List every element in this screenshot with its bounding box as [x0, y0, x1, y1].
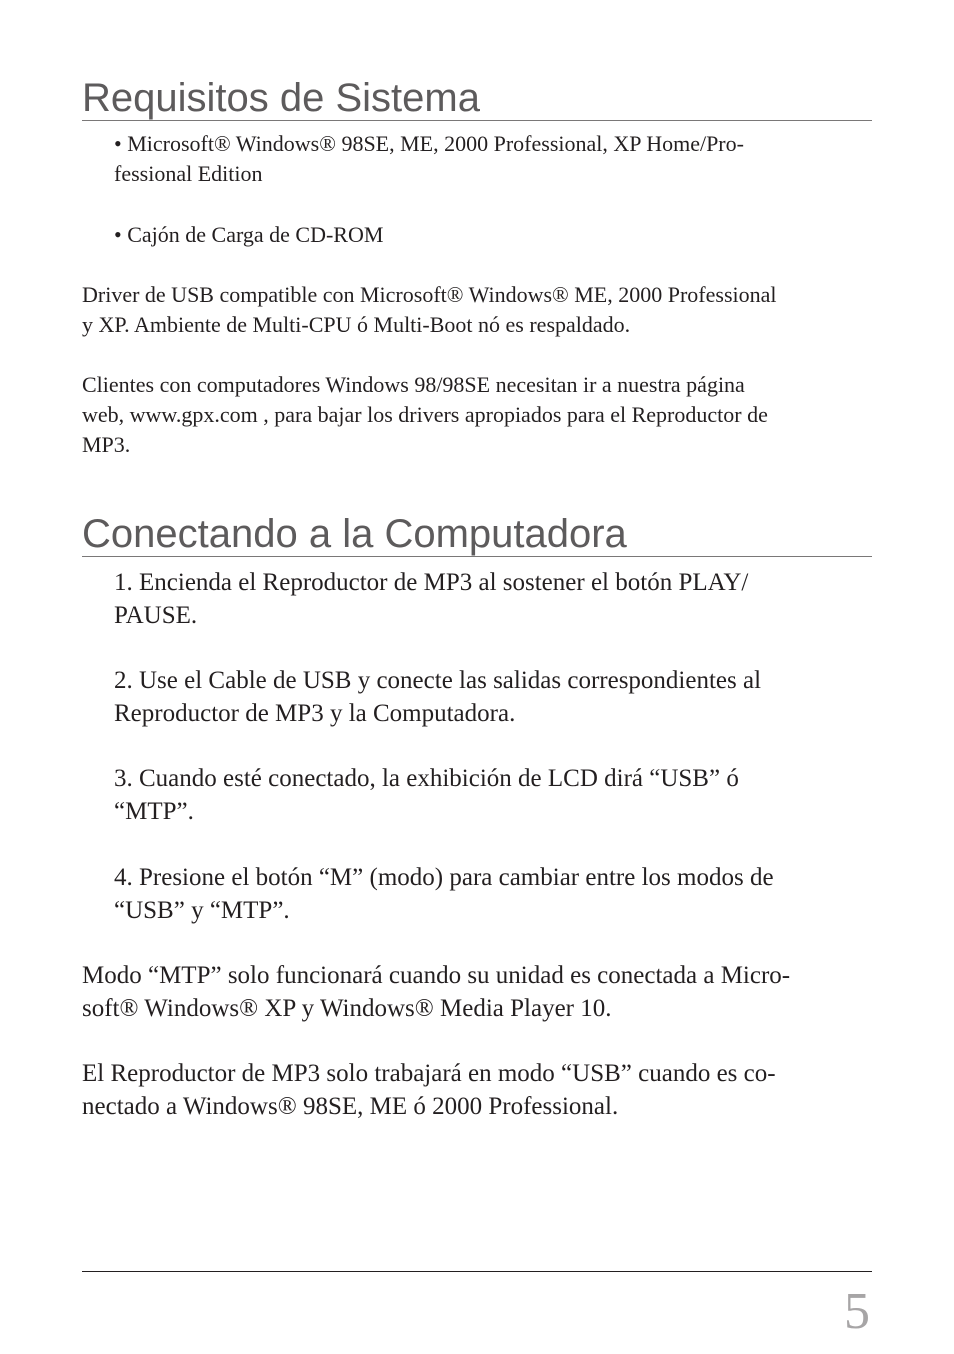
- text-line: Modo “MTP” solo funcionará cuando su unidad es conectada a Micro-: [82, 962, 791, 989]
- text-line: PAUSE.: [114, 602, 198, 629]
- text-line: 4. Presione el botón “M” (modo) para cambiar entre los modos de: [114, 864, 774, 891]
- bullet-windows-versions: [114, 129, 744, 189]
- bullet-cd-rom: [114, 220, 383, 250]
- text-line: fessional Edition: [114, 161, 263, 186]
- text-line: y XP. Ambiente de Multi-CPU ó Multi-Boot nó es respaldado.: [82, 312, 631, 337]
- text-line: El Reproductor de MP3 solo trabajará en modo “USB” cuando es co-: [82, 1060, 776, 1087]
- section-heading-requisitos: Requisitos de Sistema: [82, 76, 872, 121]
- paragraph-windows-98-clients: [82, 370, 768, 460]
- section-heading-conectando: Conectando a la Computadora: [82, 512, 872, 557]
- paragraph-usb-driver: [82, 280, 777, 340]
- text-line: • Cajón de Carga de CD-ROM: [114, 222, 384, 247]
- text-line: MP3.: [82, 432, 131, 457]
- text-line: Driver de USB compatible con Microsoft® Windows® ME, 2000 Professional: [82, 282, 777, 307]
- text-line: 3. Cuando esté conectado, la exhibición de LCD dirá “USB” ó: [114, 765, 739, 792]
- text-line: • Microsoft® Windows® 98SE, ME, 2000 Professional, XP Home/Pro-: [114, 131, 744, 156]
- text-line: Reproductor de MP3 y la Computadora.: [114, 700, 516, 727]
- text-line: Clientes con computadores Windows 98/98SE necesitan ir a nuestra página: [82, 372, 745, 397]
- footer-divider: [82, 1271, 872, 1272]
- text-line: “MTP”.: [114, 798, 194, 825]
- text-line: nectado a Windows® 98SE, ME ó 2000 Professional.: [82, 1093, 619, 1120]
- paragraph-usb-mode: [82, 1057, 776, 1123]
- text-line: “USB” y “MTP”.: [114, 897, 290, 924]
- step-3: [114, 762, 739, 828]
- paragraph-mtp-mode: [82, 959, 790, 1025]
- step-4: [114, 861, 774, 927]
- step-1: [114, 566, 748, 632]
- text-line: soft® Windows® XP y Windows® Media Player 10.: [82, 995, 612, 1022]
- text-line: 2. Use el Cable de USB y conecte las salidas correspondientes al: [114, 667, 762, 694]
- step-2: [114, 664, 761, 730]
- text-line: web, www.gpx.com , para bajar los drivers apropiados para el Reproductor de: [82, 402, 768, 427]
- page-number: 5: [844, 1283, 870, 1340]
- text-line: 1. Encienda el Reproductor de MP3 al sostener el botón PLAY/: [114, 569, 749, 596]
